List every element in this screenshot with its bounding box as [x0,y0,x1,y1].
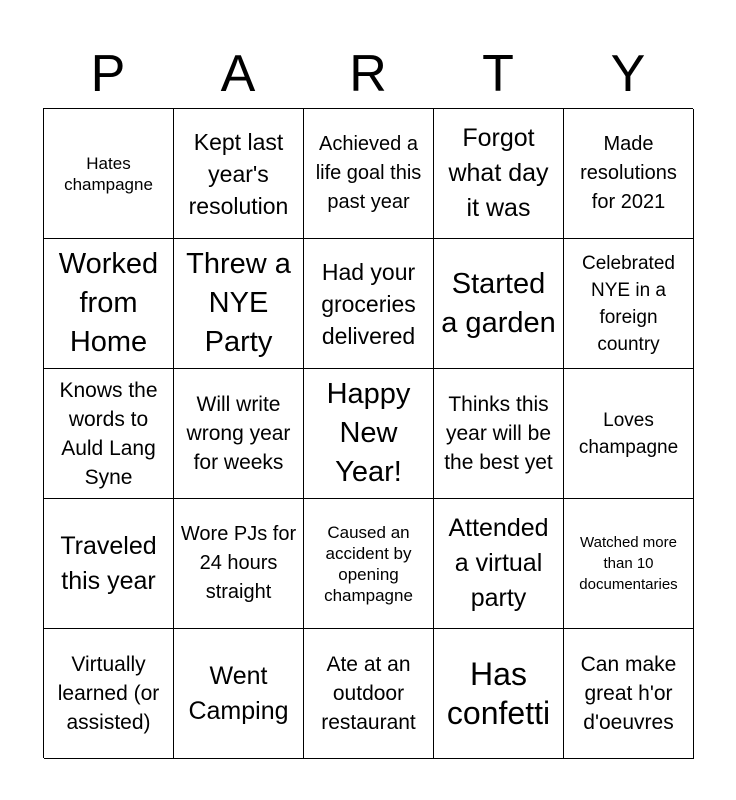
bingo-cell[interactable] [44,629,174,759]
bingo-cell[interactable] [44,499,174,629]
cell-text: Traveled this year [60,531,157,595]
free-space-text: Happy New Year! [326,378,411,488]
header-letter-t: T [482,45,514,103]
bingo-cell[interactable] [44,109,174,239]
cell-text: Forgot what day it was [448,124,549,222]
bingo-cell[interactable] [564,109,694,239]
cell-text: Attended a virtual party [448,514,549,612]
bingo-cell[interactable] [304,239,434,369]
cell-text: Kept last year's resolution [188,128,289,219]
header-letter-r: R [349,45,387,103]
cell-text: Started a garden [441,267,556,339]
cell-text: Wore PJs for 24 hours straight [180,523,297,603]
bingo-cell[interactable] [304,499,434,629]
bingo-cell[interactable] [174,109,304,239]
cell-text: Hates champagne [64,153,153,194]
bingo-cell[interactable] [564,239,694,369]
cell-text: Virtually learned (or assisted) [57,653,160,734]
bingo-cell[interactable] [434,499,564,629]
cell-text: Watched more than 10 documentaries [579,534,678,593]
cell-text: Threw a NYE Party [186,248,291,358]
cell-text: Celebrated NYE in a foreign country [582,252,675,355]
bingo-cell[interactable] [44,369,174,499]
cell-text: Went Camping [188,661,289,725]
bingo-board [43,108,693,758]
bingo-cell[interactable] [304,109,434,239]
header-letter-y: Y [610,45,646,103]
cell-text: Thinks this year will be the best yet [444,393,553,474]
cell-text: Made resolutions for 2021 [580,133,677,213]
cell-text: Caused an accident by opening champagne [324,522,413,605]
cell-text: Knows the words to Auld Lang Syne [59,378,158,489]
bingo-header [43,40,693,108]
bingo-cell[interactable] [434,239,564,369]
bingo-cell[interactable] [564,629,694,759]
header-letter-a: A [220,45,256,103]
bingo-cell[interactable] [434,109,564,239]
bingo-cell[interactable] [174,239,304,369]
cell-text: Has confetti [446,655,551,731]
cell-text: Had your groceries delivered [321,258,416,349]
cell-text: Achieved a life goal this past year [315,133,422,213]
bingo-cell[interactable] [304,629,434,759]
bingo-cell[interactable] [434,629,564,759]
free-space-cell[interactable] [304,369,434,499]
cell-text: Loves champagne [578,409,679,458]
bingo-cell[interactable] [44,239,174,369]
bingo-cell[interactable] [174,629,304,759]
header-letter-p: P [90,45,126,103]
cell-text: Can make great h'or d'oeuvres [580,653,677,734]
cell-text: Ate at an outdoor restaurant [321,653,416,734]
cell-text: Worked from Home [58,248,159,358]
bingo-cell[interactable] [174,369,304,499]
bingo-cell[interactable] [564,369,694,499]
bingo-cell[interactable] [434,369,564,499]
bingo-cell[interactable] [564,499,694,629]
bingo-cell[interactable] [174,499,304,629]
cell-text: Will write wrong year for weeks [186,393,291,474]
